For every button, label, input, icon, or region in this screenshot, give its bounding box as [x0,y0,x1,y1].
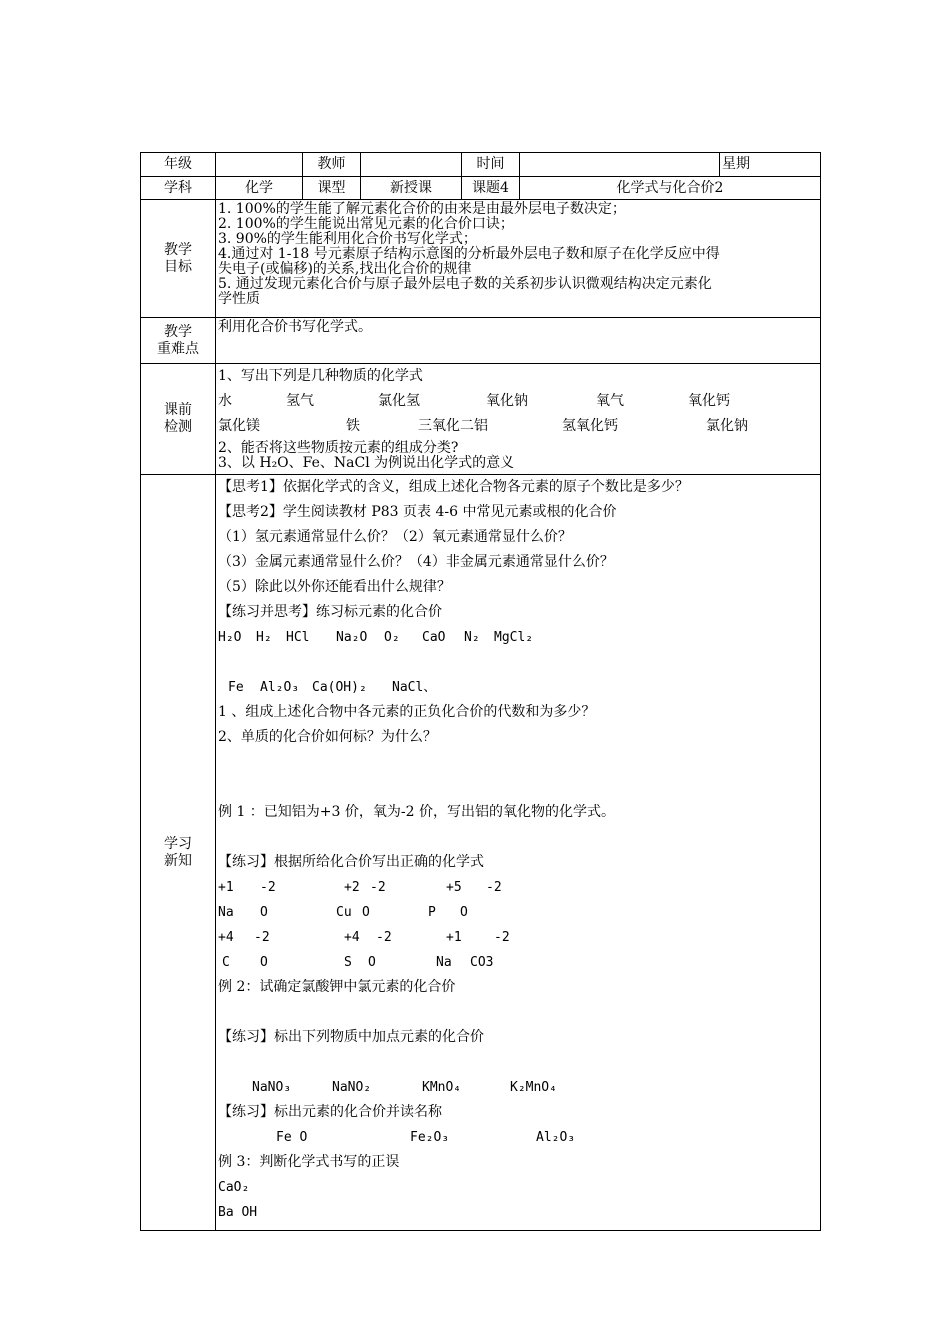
valence: -2 [260,880,276,895]
grade-label: 年级 [141,153,216,177]
goals-label: 教学 目标 [141,200,216,318]
formula: NaNO₂ [332,1080,372,1095]
element: CO3 [470,955,494,970]
goal-item: 2. 100%的学生能说出常见元素的化合价口诀； [218,216,514,232]
judge-formula-1: CaO₂ [218,1180,250,1195]
formula: H₂ [256,630,272,645]
substance: 氯化钠 [706,418,748,434]
example-3: 例 3：判断化学式书写的正误 [218,1154,400,1170]
pretest-q2: 2、能否将这些物质按元素的组成分类? [218,440,459,456]
valence: +5 [446,880,462,895]
formula: MgCl₂ [494,630,534,645]
element: Cu [336,905,352,920]
practice-think: 【练习并思考】练习标元素的化合价 [218,604,442,620]
lesson-plan-table [140,152,821,1231]
question-sum: 1 、组成上述化合物中各元素的正负化合价的代数和为多少？ [218,704,596,720]
element-row-2 [218,950,818,975]
valence: +2 [344,880,360,895]
subject-label: 学科 [141,177,216,200]
time-label: 时间 [462,153,520,177]
substance: 氢氧化钙 [562,418,618,434]
valence: -2 [494,930,510,945]
difficulty-label: 教学 重难点 [141,318,216,364]
example-1: 例 1 ：已知铝为+3 价，氧为-2 价，写出铝的氧化物的化学式。 [218,804,615,820]
substance: 氧化钠 [486,393,528,409]
pretest-row2 [218,414,818,439]
element: O [460,905,468,920]
pretest-q3: 3、以 H₂O、Fe、NaCl 为例说出化学式的意义 [218,455,515,471]
element-row-1 [218,900,818,925]
practice-2: 【练习】标出下列物质中加点元素的化合价 [218,1029,484,1045]
valence: -2 [254,930,270,945]
substance: 铁 [346,418,360,434]
formula: Fe O [276,1130,308,1145]
learn-content [216,475,821,1231]
difficulty-text [216,318,821,364]
element: Na [436,955,452,970]
weekday-label: 星期 [720,153,821,177]
valence: -2 [370,880,386,895]
element: O [260,955,268,970]
formula-row-1 [218,625,818,650]
pretest-row1 [218,389,818,414]
element: S [344,955,352,970]
substance: 氯化镁 [218,418,260,434]
goal-item: 失电子(或偏移)的关系,找出化合价的规律 [218,261,472,277]
formula: Fe [228,680,244,695]
subject-value: 化学 [216,177,303,200]
formula: Al₂O₃ [536,1130,576,1145]
element: O [368,955,376,970]
valence: +1 [218,880,234,895]
goal-item: 3. 90%的学生能利用化合价书写化学式； [218,231,477,247]
formula: Ca(OH)₂ [312,680,367,695]
teacher-value [361,153,462,177]
judge-formula-2: Ba OH [218,1205,258,1220]
pretest-content [216,364,821,475]
element: O [260,905,268,920]
topic-value: 化学式与化合价2 [520,177,821,200]
formula-row-3 [218,1075,818,1100]
element: P [428,905,436,920]
substance: 氢气 [286,393,314,409]
goals-content [216,200,821,318]
valence: +4 [218,930,234,945]
lesson-type-label: 课型 [303,177,361,200]
formula: N₂ [464,630,480,645]
question-h-o: （1）氢元素通常显什么价？（2）氧元素通常显什么价？ [218,529,572,545]
teacher-label: 教师 [303,153,361,177]
formula: KMnO₄ [422,1080,462,1095]
goal-item: 1. 100%的学生能了解元素化合价的由来是由最外层电子数决定； [218,201,626,217]
valence: +4 [344,930,360,945]
valence: +1 [446,930,462,945]
formula: Fe₂O₃ [410,1130,450,1145]
substance: 氧气 [596,393,624,409]
formula: H₂O [218,630,242,645]
substance: 三氧化二铝 [418,418,488,434]
practice-1: 【练习】根据所给化合价写出正确的化学式 [218,854,484,870]
pretest-q1: 1、写出下列是几种物质的化学式 [218,368,423,384]
time-value [520,153,720,177]
formula-row-4 [218,1125,818,1150]
element: C [222,955,230,970]
formula: Na₂O [336,630,368,645]
substance: 氧化钙 [688,393,730,409]
formula: NaNO₃ [252,1080,292,1095]
formula-row-2 [218,675,818,700]
question-metal: （3）金属元素通常显什么价？（4）非金属元素通常显什么价？ [218,554,614,570]
difficulty-line: 利用化合价书写化学式。 [218,319,372,335]
formula: Al₂O₃ [260,680,300,695]
lesson-type-value: 新授课 [361,177,462,200]
goal-item: 学性质 [218,291,260,307]
valence-row-1 [218,875,818,900]
practice-3: 【练习】标出元素的化合价并读名称 [218,1104,442,1120]
formula: NaCl、 [392,680,437,695]
pretest-label: 课前 检测 [141,364,216,475]
formula: CaO [422,630,446,645]
valence-row-2 [218,925,818,950]
example-2: 例 2：试确定氯酸钾中氯元素的化合价 [218,979,456,995]
valence: -2 [486,880,502,895]
substance: 氯化氢 [378,393,420,409]
topic-label: 课题4 [462,177,520,200]
learn-label: 学习 新知 [141,475,216,1231]
goal-item: 4.通过对 1-18 号元素原子结构示意图的分析最外层电子数和原子在化学反应中得 [218,246,720,262]
formula: HCl [286,630,310,645]
element: O [362,905,370,920]
think1: 【思考1】依据化学式的含义，组成上述化合物各元素的原子个数比是多少？ [218,479,689,495]
element: Na [218,905,234,920]
question-rule: （5）除此以外你还能看出什么规律？ [218,579,451,595]
think2: 【思考2】学生阅读教材 P83 页表 4-6 中常见元素或根的化合价 [218,504,617,520]
substance: 水 [218,393,232,409]
grade-value [216,153,303,177]
formula: K₂MnO₄ [510,1080,557,1095]
formula: O₂ [384,630,400,645]
question-element: 2、单质的化合价如何标？为什么？ [218,729,437,745]
valence: -2 [376,930,392,945]
goal-item: 5. 通过发现元素化合价与原子最外层电子数的关系初步认识微观结构决定元素化 [218,276,712,292]
